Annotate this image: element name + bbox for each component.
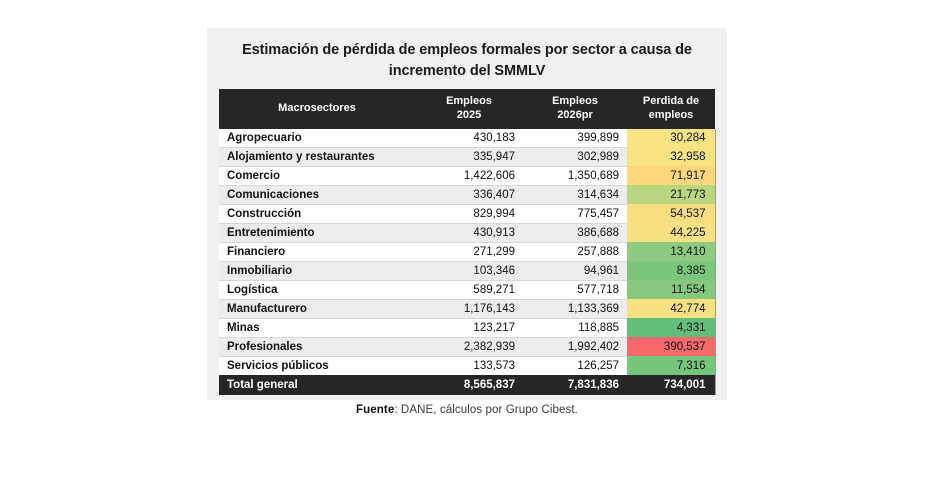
column-header-macrosectores[interactable]: Macrosectores (219, 89, 415, 129)
source-label: Fuente (356, 403, 395, 416)
cell-empleos-2025: 430,913 (415, 223, 523, 242)
cell-empleos-2025: 103,346 (415, 261, 523, 280)
cell-macrosector: Manufacturero (219, 299, 415, 318)
column-header-empleos-2025-line1: Empleos (446, 95, 492, 108)
cell-empleos-2026: 1,350,689 (523, 166, 627, 185)
cell-perdida-empleos: 4,331 (627, 318, 715, 337)
cell-perdida-empleos: 11,554 (627, 280, 715, 299)
cell-macrosector: Entretenimiento (219, 223, 415, 242)
cell-empleos-2026: 1,133,369 (523, 299, 627, 318)
cell-perdida-empleos: 32,958 (627, 147, 715, 166)
table-container (207, 89, 727, 395)
table-row (219, 185, 715, 204)
column-header-perdida-line1: Perdida de (642, 95, 700, 108)
cell-perdida-empleos: 13,410 (627, 242, 715, 261)
cell-macrosector: Inmobiliario (219, 261, 415, 280)
total-row (219, 375, 715, 395)
cell-empleos-2025: 271,299 (415, 242, 523, 261)
cell-perdida-empleos: 30,284 (627, 129, 715, 148)
table-footer (219, 375, 715, 395)
cell-empleos-2025: 133,573 (415, 356, 523, 375)
cell-macrosector: Minas (219, 318, 415, 337)
cell-perdida-empleos: 42,774 (627, 299, 715, 318)
cell-perdida-empleos: 21,773 (627, 185, 715, 204)
table-row (219, 166, 715, 185)
column-header-empleos-2025[interactable] (415, 89, 523, 129)
cell-empleos-2025: 1,422,606 (415, 166, 523, 185)
cell-macrosector: Profesionales (219, 337, 415, 356)
column-header-perdida-empleos[interactable] (627, 89, 715, 129)
table-row (219, 242, 715, 261)
column-header-perdida-line2: empleos (648, 108, 694, 121)
column-header-empleos-2026-line2: 2026pr (557, 108, 593, 121)
cell-empleos-2026: 386,688 (523, 223, 627, 242)
table-row (219, 280, 715, 299)
cell-perdida-empleos: 390,537 (627, 337, 715, 356)
cell-perdida-empleos: 7,316 (627, 356, 715, 375)
table-row (219, 223, 715, 242)
table-body (219, 129, 715, 375)
page-title: Estimación de pérdida de empleos formales por sector a causa de incremento del SMMLV (242, 42, 692, 79)
cell-perdida-empleos: 54,537 (627, 204, 715, 223)
cell-empleos-2026: 1,992,402 (523, 337, 627, 356)
table-header-row (219, 89, 715, 129)
cell-empleos-2026: 257,888 (523, 242, 627, 261)
cell-empleos-2025: 589,271 (415, 280, 523, 299)
table-row (219, 261, 715, 280)
cell-perdida-empleos: 44,225 (627, 223, 715, 242)
cell-empleos-2026: 775,457 (523, 204, 627, 223)
column-header-empleos-2026-line1: Empleos (552, 95, 598, 108)
cell-empleos-2025: 335,947 (415, 147, 523, 166)
cell-macrosector: Comercio (219, 166, 415, 185)
cell-empleos-2025: 2,382,939 (415, 337, 523, 356)
table-row (219, 337, 715, 356)
table-row (219, 299, 715, 318)
table-row (219, 129, 715, 148)
cell-macrosector: Logística (219, 280, 415, 299)
table-row (219, 318, 715, 337)
source-note (207, 395, 727, 416)
table-header (219, 89, 715, 129)
cell-empleos-2026: 94,961 (523, 261, 627, 280)
cell-macrosector: Financiero (219, 242, 415, 261)
cell-macrosector: Construcción (219, 204, 415, 223)
column-header-empleos-2025-line2: 2025 (456, 108, 482, 121)
cell-perdida-empleos: 71,917 (627, 166, 715, 185)
cell-perdida-empleos: 8,385 (627, 261, 715, 280)
report-card (207, 28, 727, 416)
table-row (219, 204, 715, 223)
total-empleos-2025: 8,565,837 (415, 375, 523, 395)
cell-empleos-2026: 314,634 (523, 185, 627, 204)
cell-empleos-2025: 123,217 (415, 318, 523, 337)
cell-empleos-2026: 118,885 (523, 318, 627, 337)
table-row (219, 147, 715, 166)
cell-empleos-2026: 302,989 (523, 147, 627, 166)
column-header-empleos-2026[interactable] (523, 89, 627, 129)
cell-macrosector: Agropecuario (219, 129, 415, 148)
cell-empleos-2026: 126,257 (523, 356, 627, 375)
cell-macrosector: Servicios públicos (219, 356, 415, 375)
cell-empleos-2025: 430,183 (415, 129, 523, 148)
source-text: : DANE, cálculos por Grupo Cibest. (394, 403, 578, 416)
employment-loss-table (219, 89, 716, 395)
cell-macrosector: Alojamiento y restaurantes (219, 147, 415, 166)
total-row-label: Total general (219, 375, 415, 395)
cell-macrosector: Comunicaciones (219, 185, 415, 204)
table-row (219, 356, 715, 375)
cell-empleos-2026: 399,899 (523, 129, 627, 148)
cell-empleos-2026: 577,718 (523, 280, 627, 299)
total-perdida: 734,001 (627, 375, 715, 395)
total-empleos-2026: 7,831,836 (523, 375, 627, 395)
cell-empleos-2025: 1,176,143 (415, 299, 523, 318)
cell-empleos-2025: 336,407 (415, 185, 523, 204)
cell-empleos-2025: 829,994 (415, 204, 523, 223)
